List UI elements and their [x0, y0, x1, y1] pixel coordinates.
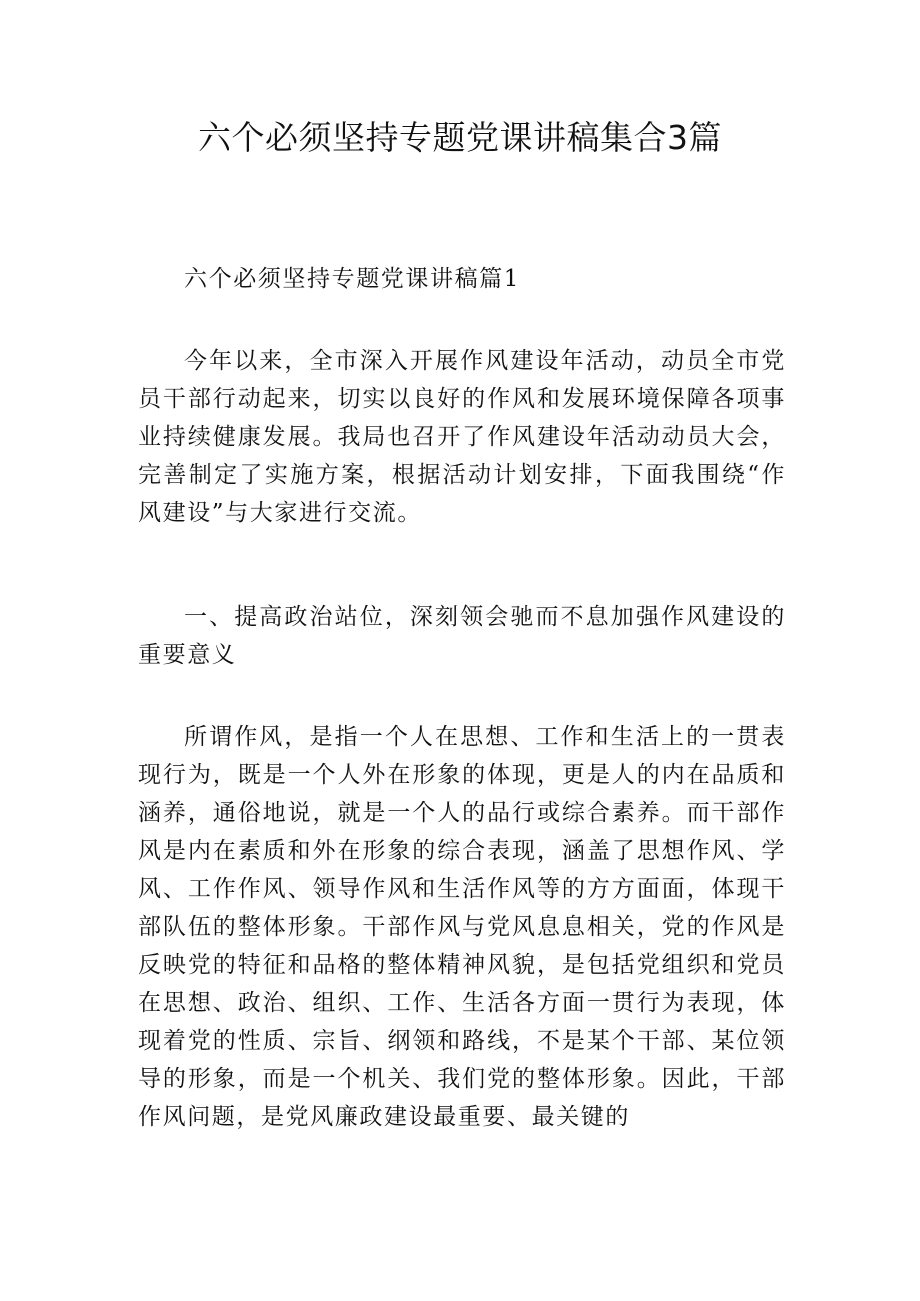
section-heading-1: 一、提高政治站位，深刻领会驰而不息加强作风建设的重要意义 — [138, 604, 786, 668]
document-title: 六个必须坚持专题党课讲稿集合3篇 — [198, 118, 722, 157]
intro-paragraph: 今年以来，全市深入开展作风建设年活动，动员全市党员干部行动起来，切实以良好的作风和发展环境保障各项事业持续健康发展。我局也召开了作风建设年活动动员大会，完善制定了实施方案，根据活动计划安排，下面我围绕“作风建设”与大家进行交流。 — [138, 348, 786, 526]
body-paragraph-2: 所谓作风，是指一个人在思想、工作和生活上的一贯表现行为，既是一个人外在形象的体现，更是人的内在品质和涵养，通俗地说，就是一个人的品行或综合素养。而干部作风是内在素质和外在形象的综合表现，涵盖了思想作风、学风、工作作风、领导作风和生活作风等的方方面面，体现干部队伍的整体形象。干部作风与党风息息相关，党的作风是反映党的特征和品格的整体精神风貌，是包括党组织和党员在思想、政治、组织、工作、生活各方面一贯行为表现，体现着党的性质、宗旨、纲领和路线，不是某个干部、某位领导的形象，而是一个机关、我们党的整体形象。因此，干部作风问题，是党风廉政建设最重要、最关键的 — [138, 724, 786, 1130]
section-subtitle: 六个必须坚持专题党课讲稿篇1 — [184, 266, 521, 292]
